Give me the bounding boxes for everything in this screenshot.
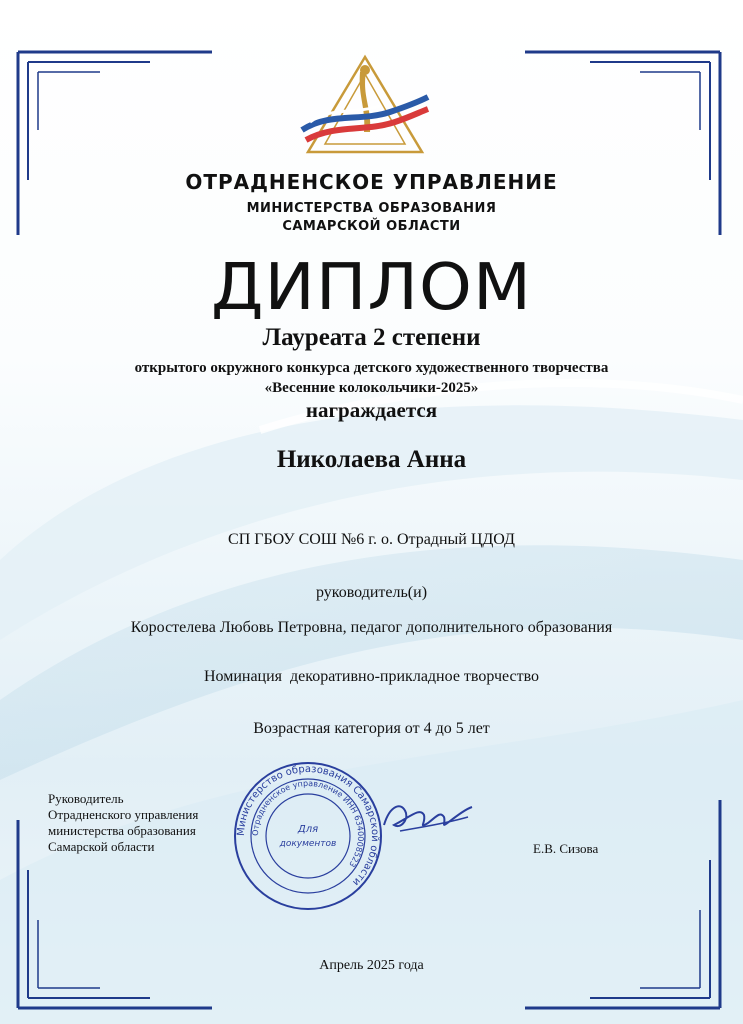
contest-name: «Весенние колокольчики-2025»	[264, 380, 479, 396]
stamp-inner-text: Отрадненское управление ИНН 6340008523	[250, 778, 366, 869]
signatory-line: Руководитель	[48, 791, 124, 806]
stamp-center-line1: Для	[297, 824, 319, 835]
org-title-line1: ОТРАДНЕНСКОЕ УПРАВЛЕНИЕ	[185, 170, 558, 194]
awarded-label: награждается	[305, 398, 438, 422]
signatory-line: Самарской области	[48, 839, 155, 854]
org-title-line3: САМАРСКОЙ ОБЛАСТИ	[282, 219, 461, 234]
diploma-title: ДИПЛОМ	[210, 251, 533, 325]
nomination: Номинация декоративно-прикладное творчество	[203, 668, 540, 685]
leader-label: руководитель(и)	[315, 584, 428, 601]
issue-date: Апрель 2025 года	[319, 958, 424, 973]
emblem-logo	[300, 52, 430, 162]
school-name: СП ГБОУ СОШ №6 г. о. Отрадный ЦДОД	[228, 531, 515, 548]
stamp-center-line2: документов	[279, 839, 337, 849]
diploma-degree: Лауреата 2 степени	[262, 324, 481, 351]
handwritten-signature	[380, 795, 475, 845]
recipient-name: Николаева Анна	[276, 446, 467, 473]
org-title-line2: МИНИСТЕРСТВА ОБРАЗОВАНИЯ	[246, 201, 497, 216]
signatory-name: Е.В. Сизова	[533, 841, 599, 856]
contest-description: открытого окружного конкурса детского художественного творчества	[134, 360, 609, 376]
signatory-position	[48, 791, 198, 855]
signatory-line: Отрадненского управления	[48, 807, 199, 822]
signatory-line: министерства образования	[48, 823, 196, 838]
age-category: Возрастная категория от 4 до 5 лет	[253, 720, 490, 737]
leader-name: Коростелева Любовь Петровна, педагог дополнительного образования	[130, 619, 613, 636]
stamp-outer-text: Министерство образования Самарской области	[235, 763, 381, 888]
official-stamp	[232, 760, 384, 912]
